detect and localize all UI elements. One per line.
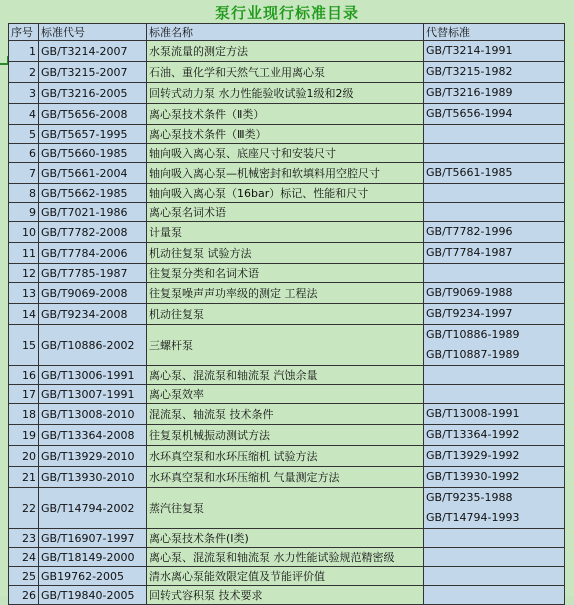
cell-replaced-standard[interactable] — [424, 163, 565, 184]
cell-replaced-standard[interactable] — [424, 264, 565, 283]
cell-number[interactable]: 24 — [9, 548, 39, 567]
cell-replaced-standard[interactable] — [424, 243, 565, 264]
cell-standard-code[interactable]: GB/T3215-2007 — [39, 62, 147, 83]
cell-replaced-standard[interactable] — [424, 283, 565, 304]
cell-replaced-standard[interactable] — [424, 104, 565, 125]
cell-standard-code[interactable]: GB/T7021-1986 — [39, 203, 147, 222]
cell-standard-code[interactable]: GB/T13930-2010 — [39, 467, 147, 488]
cell-standard-name[interactable]: 回转式动力泵 水力性能验收试验1级和2级 — [147, 83, 424, 104]
cell-number[interactable]: 21 — [9, 467, 39, 488]
table-row — [9, 184, 565, 203]
cell-number[interactable]: 26 — [9, 586, 39, 605]
table-row — [9, 104, 565, 125]
table-row — [9, 62, 565, 83]
cell-number[interactable]: 14 — [9, 304, 39, 325]
cell-replaced-standard[interactable] — [424, 529, 565, 548]
cell-standard-name[interactable]: 离心泵、混流泵和轴流泵 汽蚀余量 — [147, 366, 424, 385]
cell-number[interactable]: 18 — [9, 404, 39, 425]
cell-standard-code[interactable]: GB/T9234-2008 — [39, 304, 147, 325]
cell-number[interactable]: 5 — [9, 125, 39, 144]
cell-standard-code[interactable]: GB/T7784-2006 — [39, 243, 147, 264]
cell-standard-name[interactable]: 离心泵技术条件(Ⅰ类) — [147, 529, 424, 548]
cell-replaced-standard[interactable] — [424, 425, 565, 446]
cell-number[interactable]: 23 — [9, 529, 39, 548]
cell-replaced-standard[interactable] — [424, 125, 565, 144]
table-row — [9, 567, 565, 586]
cell-standard-code[interactable]: GB/T7785-1987 — [39, 264, 147, 283]
cell-replaced-standard[interactable] — [424, 325, 565, 366]
cell-standard-code[interactable]: GB/T5657-1995 — [39, 125, 147, 144]
cell-standard-code[interactable]: GB/T3214-2007 — [39, 41, 147, 62]
replaced-standard-line: GB/T14794-1993 — [426, 511, 520, 524]
cell-number[interactable]: 13 — [9, 283, 39, 304]
cell-standard-name[interactable]: 蒸汽往复泵 — [147, 488, 424, 529]
cell-standard-name[interactable]: 轴向吸入离心泵—机械密封和软填料用空腔尺寸 — [147, 163, 424, 184]
cell-standard-name[interactable]: 往复泵机械振动测试方法 — [147, 425, 424, 446]
header-row — [9, 24, 565, 41]
replaced-standard-line: GB/T13929-1992 — [426, 449, 520, 462]
replaced-standard-line: GB/T10886-1989 — [426, 328, 520, 341]
cell-standard-code[interactable]: GB/T13008-2010 — [39, 404, 147, 425]
cell-replaced-standard[interactable] — [424, 222, 565, 243]
sheet-title: 泵行业现行标准目录 — [214, 4, 359, 22]
header-replaced[interactable]: 代替标准 — [424, 24, 565, 41]
cell-standard-name[interactable]: 往复泵分类和名词术语 — [147, 264, 424, 283]
standards-table — [8, 23, 565, 605]
cell-standard-name[interactable]: 机动往复泵 试验方法 — [147, 243, 424, 264]
table-row — [9, 283, 565, 304]
cell-number[interactable]: 10 — [9, 222, 39, 243]
cell-number[interactable]: 15 — [9, 325, 39, 366]
cell-number[interactable]: 11 — [9, 243, 39, 264]
cell-replaced-standard[interactable] — [424, 203, 565, 222]
table-row — [9, 529, 565, 548]
cell-standard-code[interactable]: GB/T14794-2002 — [39, 488, 147, 529]
table-row — [9, 203, 565, 222]
cell-standard-name[interactable]: 三螺杆泵 — [147, 325, 424, 366]
cell-number[interactable]: 12 — [9, 264, 39, 283]
cell-replaced-standard[interactable] — [424, 586, 565, 605]
cell-standard-code[interactable]: GB/T5660-1985 — [39, 144, 147, 163]
cell-standard-name[interactable]: 石油、重化学和天然气工业用离心泵 — [147, 62, 424, 83]
cell-replaced-standard[interactable] — [424, 83, 565, 104]
cell-number[interactable]: 19 — [9, 425, 39, 446]
cell-replaced-standard[interactable] — [424, 467, 565, 488]
cell-standard-code[interactable]: GB/T10886-2002 — [39, 325, 147, 366]
table-row — [9, 385, 565, 404]
table-row — [9, 163, 565, 184]
cell-standard-code[interactable]: GB/T5662-1985 — [39, 184, 147, 203]
cell-number[interactable]: 17 — [9, 385, 39, 404]
replaced-standard-line: GB/T5656-1994 — [426, 107, 513, 120]
cell-number[interactable]: 1 — [9, 41, 39, 62]
cell-number[interactable]: 16 — [9, 366, 39, 385]
cell-standard-code[interactable]: GB/T19840-2005 — [39, 586, 147, 605]
replaced-standard-line: GB/T10887-1989 — [426, 348, 520, 361]
cell-standard-name[interactable]: 离心泵技术条件（Ⅲ类） — [147, 125, 424, 144]
cell-standard-name[interactable]: 水泵流量的测定方法 — [147, 41, 424, 62]
cell-number[interactable]: 22 — [9, 488, 39, 529]
cell-standard-name[interactable]: 轴向吸入离心泵、底座尺寸和安装尺寸 — [147, 144, 424, 163]
cell-standard-name[interactable]: 计量泵 — [147, 222, 424, 243]
table-row — [9, 325, 565, 366]
table-row — [9, 304, 565, 325]
cell-number[interactable]: 6 — [9, 144, 39, 163]
table-row — [9, 467, 565, 488]
cell-number[interactable]: 4 — [9, 104, 39, 125]
cell-number[interactable]: 8 — [9, 184, 39, 203]
table-row — [9, 222, 565, 243]
cell-standard-name[interactable]: 离心泵、混流泵和轴流泵 水力性能试验规范精密级 — [147, 548, 424, 567]
table-row — [9, 83, 565, 104]
table-row — [9, 586, 565, 605]
cell-replaced-standard[interactable] — [424, 446, 565, 467]
replaced-standard-line: GB/T3214-1991 — [426, 44, 513, 57]
table-row — [9, 243, 565, 264]
cell-replaced-standard[interactable] — [424, 488, 565, 529]
cell-standard-code[interactable]: GB/T18149-2000 — [39, 548, 147, 567]
cell-standard-name[interactable]: 水环真空泵和水环压缩机 气量测定方法 — [147, 467, 424, 488]
cell-standard-name[interactable]: 机动往复泵 — [147, 304, 424, 325]
cell-standard-code[interactable]: GB/T5656-2008 — [39, 104, 147, 125]
replaced-standard-line: GB/T7784-1987 — [426, 246, 513, 259]
cell-replaced-standard[interactable] — [424, 548, 565, 567]
replaced-standard-line: GB/T3215-1982 — [426, 65, 513, 78]
cell-replaced-standard[interactable] — [424, 41, 565, 62]
cell-standard-code[interactable]: GB19762-2005 — [39, 567, 147, 586]
table-row — [9, 425, 565, 446]
cell-standard-name[interactable]: 水环真空泵和水环压缩机 试验方法 — [147, 446, 424, 467]
cell-standard-code[interactable]: GB/T13007-1991 — [39, 385, 147, 404]
table-row — [9, 548, 565, 567]
cell-number[interactable]: 20 — [9, 446, 39, 467]
cell-replaced-standard[interactable] — [424, 62, 565, 83]
replaced-standard-line: GB/T9069-1988 — [426, 286, 513, 299]
cell-standard-name[interactable]: 清水离心泵能效限定值及节能评价值 — [147, 567, 424, 586]
cell-number[interactable]: 3 — [9, 83, 39, 104]
header-no[interactable]: 序号 — [9, 24, 39, 41]
cell-standard-code[interactable]: GB/T5661-2004 — [39, 163, 147, 184]
cell-replaced-standard[interactable] — [424, 366, 565, 385]
table-row — [9, 366, 565, 385]
cell-replaced-standard[interactable] — [424, 385, 565, 404]
cell-number[interactable]: 25 — [9, 567, 39, 586]
header-code[interactable]: 标准代号 — [39, 24, 147, 41]
replaced-standard-line: GB/T13008-1991 — [426, 407, 520, 420]
cell-standard-name[interactable]: 离心泵效率 — [147, 385, 424, 404]
table-row — [9, 264, 565, 283]
replaced-standard-line: GB/T5661-1985 — [426, 166, 513, 179]
cell-standard-code[interactable]: GB/T16907-1997 — [39, 529, 147, 548]
table-row — [9, 41, 565, 62]
cell-replaced-standard[interactable] — [424, 404, 565, 425]
cell-number[interactable]: 7 — [9, 163, 39, 184]
cell-standard-name[interactable]: 离心泵名词术语 — [147, 203, 424, 222]
cell-number[interactable]: 9 — [9, 203, 39, 222]
replaced-standard-line: GB/T13364-1992 — [426, 428, 520, 441]
table-row — [9, 404, 565, 425]
cell-standard-name[interactable]: 轴向吸入离心泵（16bar）标记、性能和尺寸 — [147, 184, 424, 203]
cell-standard-code[interactable]: GB/T13929-2010 — [39, 446, 147, 467]
cell-replaced-standard[interactable] — [424, 304, 565, 325]
replaced-standard-line: GB/T3216-1989 — [426, 86, 513, 99]
replaced-standard-line: GB/T7782-1996 — [426, 225, 513, 238]
replaced-standard-line: GB/T9234-1997 — [426, 307, 513, 320]
table-body — [9, 41, 565, 605]
cell-replaced-standard[interactable] — [424, 184, 565, 203]
cell-standard-code[interactable]: GB/T3216-2005 — [39, 83, 147, 104]
replaced-standard-line: GB/T13930-1992 — [426, 470, 520, 483]
cell-standard-code[interactable]: GB/T13364-2008 — [39, 425, 147, 446]
cell-replaced-standard[interactable] — [424, 144, 565, 163]
cell-number[interactable]: 2 — [9, 62, 39, 83]
cell-replaced-standard[interactable] — [424, 567, 565, 586]
cell-standard-code[interactable]: GB/T13006-1991 — [39, 366, 147, 385]
table-row — [9, 488, 565, 529]
cell-standard-name[interactable]: 回转式容积泵 技术要求 — [147, 586, 424, 605]
cell-standard-name[interactable]: 离心泵技术条件（Ⅱ类） — [147, 104, 424, 125]
cell-standard-name[interactable]: 往复泵噪声声功率级的测定 工程法 — [147, 283, 424, 304]
cell-standard-code[interactable]: GB/T7782-2008 — [39, 222, 147, 243]
header-name[interactable]: 标准名称 — [147, 24, 424, 41]
table-row — [9, 446, 565, 467]
table-row — [9, 144, 565, 163]
replaced-standard-line: GB/T9235-1988 — [426, 491, 513, 504]
cell-standard-name[interactable]: 混流泵、轴流泵 技术条件 — [147, 404, 424, 425]
cell-standard-code[interactable]: GB/T9069-2008 — [39, 283, 147, 304]
table-row — [9, 125, 565, 144]
